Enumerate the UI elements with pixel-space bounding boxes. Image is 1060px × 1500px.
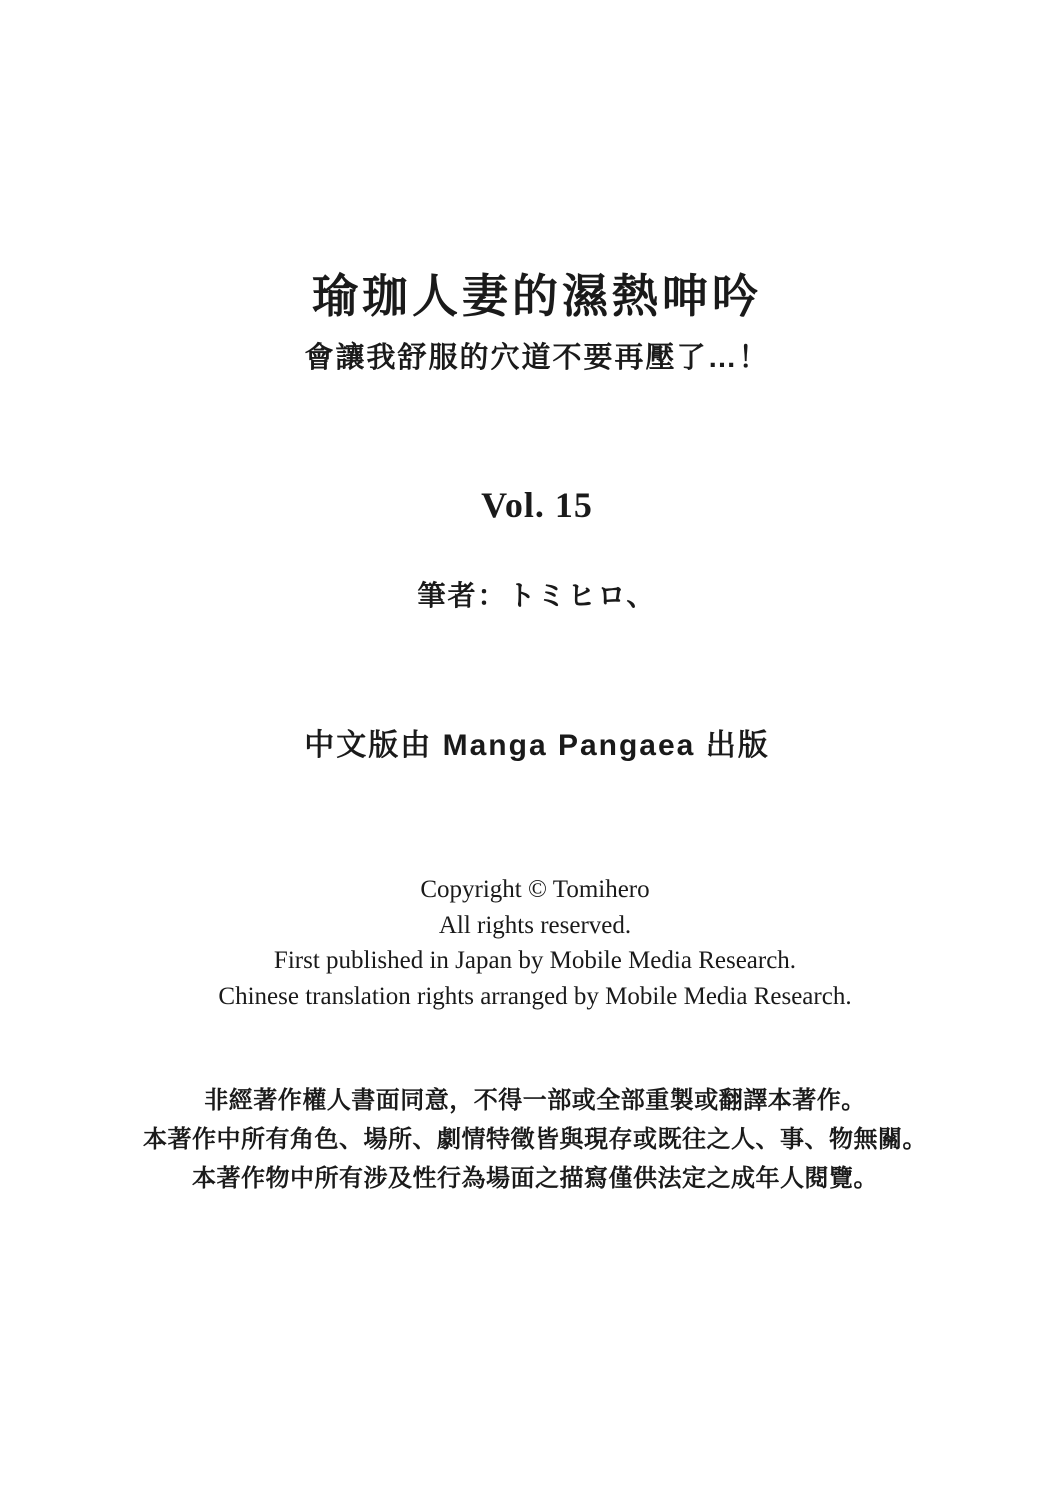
copyright-line-2: All rights reserved. [438, 911, 632, 939]
legal-notice-block [0, 1082, 1060, 1199]
page-subtitle: 會讓我舒服的穴道不要再壓了…！ [304, 341, 770, 374]
author-credit: 筆者：トミヒロ、 [417, 580, 657, 611]
copyright-block [0, 872, 1060, 1014]
copyright-line-1: Copyright © Tomihero [420, 876, 650, 903]
title-block [0, 268, 1060, 377]
legal-line-2: 本著作中所有角色、場所、劇情特徵皆與現存或既往之人、事、物無關。 [143, 1125, 927, 1153]
publisher-credit: 中文版由 Manga Pangaea 出版 [304, 729, 770, 762]
volume-number: Vol. 15 [481, 485, 593, 525]
page-title: 瑜珈人妻的濕熱呻吟 [312, 270, 762, 322]
legal-line-3: 本著作物中所有涉及性行為場面之描寫僅供法定之成年人閱覽。 [192, 1164, 878, 1192]
legal-line-1: 非經著作權人書面同意，不得一部或全部重製或翻譯本著作。 [204, 1087, 866, 1114]
copyright-line-3: First published in Japan by Mobile Media Research. [273, 947, 797, 974]
copyright-line-4: Chinese translation rights arranged by Mobile Media Research. [218, 982, 852, 1010]
